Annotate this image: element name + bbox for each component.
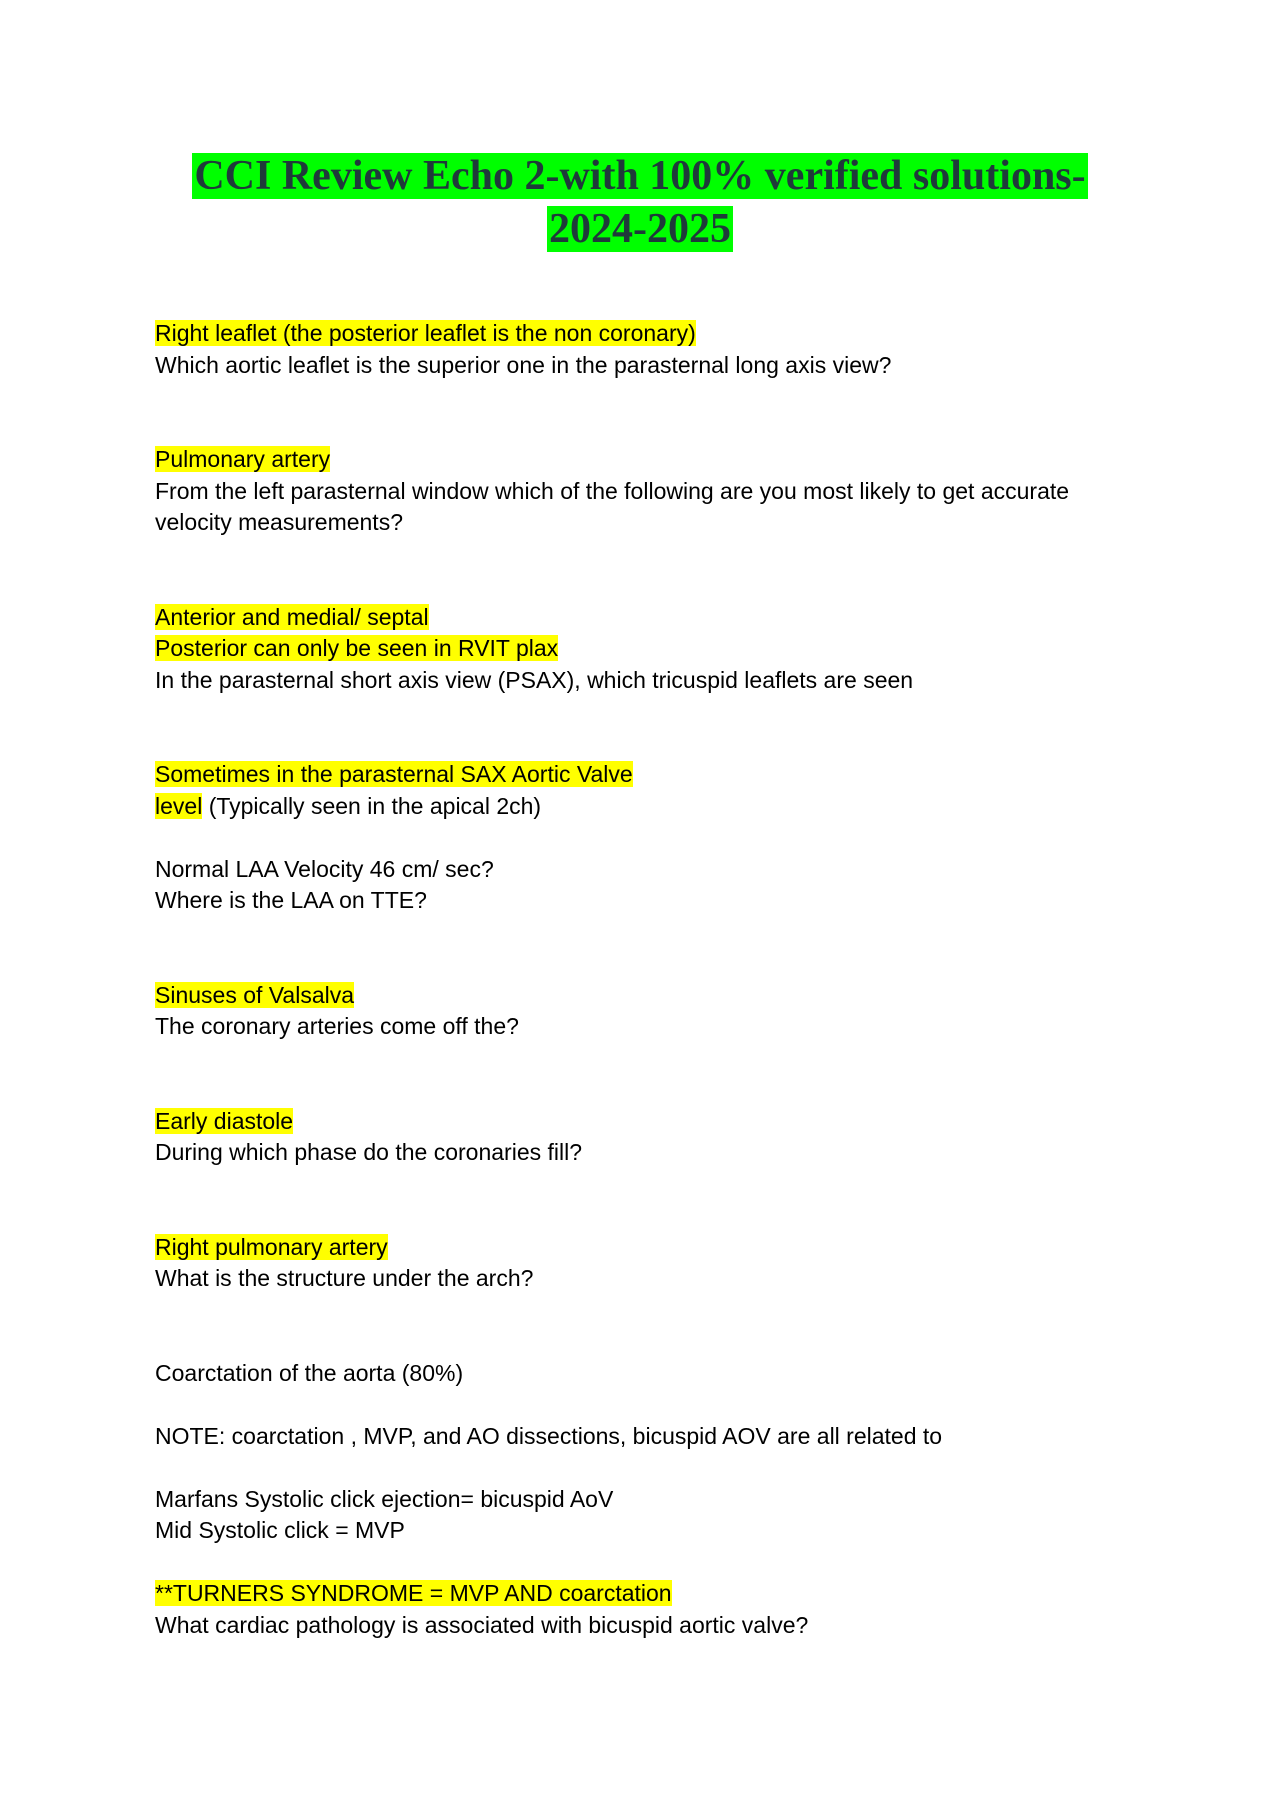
note-line: Mid Systolic click = MVP [155, 1517, 405, 1543]
question-line: Which aortic leaflet is the superior one in the parasternal long axis view? [155, 351, 892, 378]
answer-highlight: **TURNERS SYNDROME = MVP AND coarctation [155, 1580, 672, 1606]
question-line: What is the structure under the arch? [155, 1265, 534, 1291]
answer-line [155, 791, 1145, 823]
answer-line [155, 602, 1145, 634]
answer-text: (Typically seen in the apical 2ch) [202, 792, 542, 819]
answer-line: Coarctation of the aorta (80%) [155, 1359, 464, 1386]
answer-highlight: Sinuses of Valsalva [155, 981, 355, 1008]
answer-line [155, 1578, 1145, 1610]
question-line: During which phase do the coronaries fill? [155, 1139, 583, 1165]
note-line: Normal LAA Velocity 46 cm/ sec? [155, 855, 494, 882]
answer-highlight: level [155, 792, 203, 819]
title-line-1: CCI Review Echo 2-with 100% verified solutions- [194, 153, 1086, 199]
answer-line [155, 444, 1145, 476]
answer-line [155, 1106, 1145, 1138]
answer-line [155, 759, 1145, 791]
answer-highlight: Right leaflet (the posterior leaflet is the non coronary) [155, 320, 696, 346]
question-line: velocity measurements? [155, 509, 403, 535]
note-line: Marfans Systolic click ejection= bicuspid AoV [155, 1485, 614, 1512]
answer-highlight: Posterior can only be seen in RVIT plax [155, 635, 559, 661]
document-body [155, 318, 1145, 1641]
question-line: From the left parasternal window which of the following are you most likely to get accurate [155, 477, 1070, 504]
question-line: The coronary arteries come off the? [155, 1013, 519, 1039]
note-line: NOTE: coarctation , MVP, and AO dissections, bicuspid AOV are all related to [155, 1422, 943, 1449]
answer-line [155, 318, 1145, 350]
answer-highlight: Right pulmonary artery [155, 1233, 388, 1260]
answer-highlight: Anterior and medial/ septal [155, 603, 429, 630]
document-title [150, 150, 1130, 256]
answer-highlight: Early diastole [155, 1107, 294, 1134]
question-line: Where is the LAA on TTE? [155, 887, 427, 913]
answer-highlight: Pulmonary artery [155, 446, 331, 472]
question-line: In the parasternal short axis view (PSAX), which tricuspid leaflets are seen [155, 666, 914, 693]
question-line: What cardiac pathology is associated with bicuspid aortic valve? [155, 1611, 809, 1638]
answer-highlight: Sometimes in the parasternal SAX Aortic Valve [155, 761, 633, 787]
answer-line [155, 980, 1145, 1012]
answer-line [155, 1232, 1145, 1264]
title-line-2: 2024-2025 [549, 206, 731, 252]
answer-line [155, 633, 1145, 665]
